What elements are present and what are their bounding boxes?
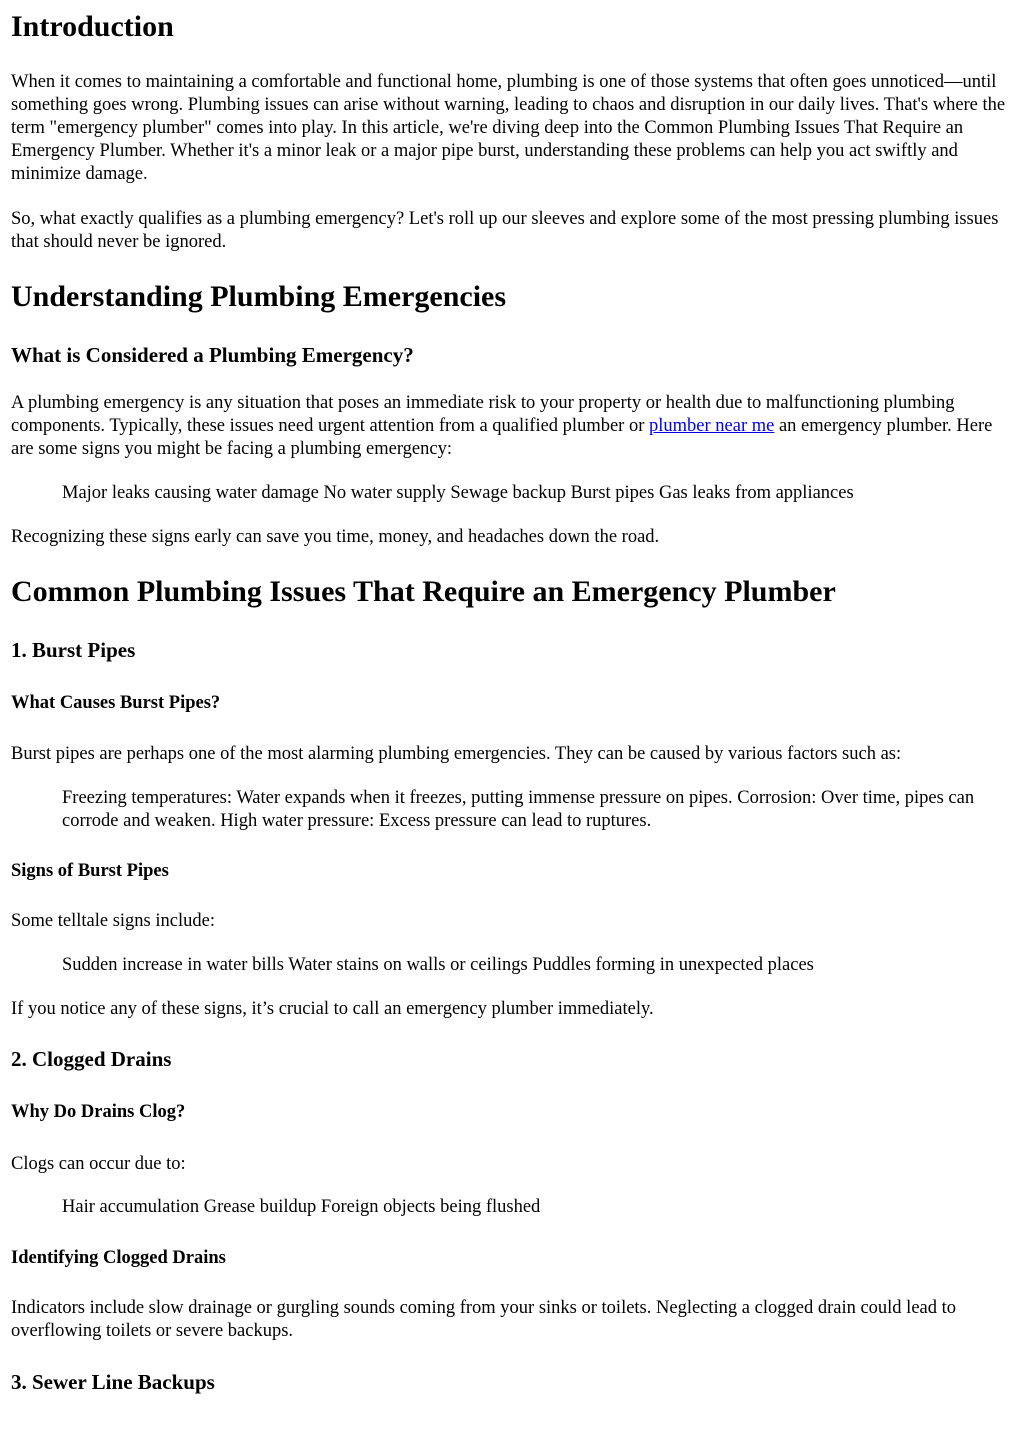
- understanding-heading: Understanding Plumbing Emergencies: [11, 280, 507, 313]
- common-issues-heading: Common Plumbing Issues That Require an Emergency Plumber: [11, 575, 836, 608]
- burst-pipes-call-plumber-paragraph: If you notice any of these signs, it’s crucial to call an emergency plumber immediately.: [11, 999, 654, 1019]
- clogged-drains-why-paragraph: Clogs can occur due to:: [11, 1154, 186, 1174]
- clogged-drains-why-heading: Why Do Drains Clog?: [11, 1102, 186, 1122]
- sewer-line-backups-heading: 3. Sewer Line Backups: [11, 1370, 215, 1394]
- recognizing-signs-paragraph: Recognizing these signs early can save you time, money, and headaches down the road.: [11, 527, 660, 547]
- clogged-drains-identify-heading: Identifying Clogged Drains: [11, 1248, 226, 1268]
- clogged-drains-heading: 2. Clogged Drains: [11, 1047, 172, 1071]
- intro-paragraph-2: So, what exactly qualifies as a plumbing emergency? Let's roll up our sleeves and explore some of the most pressing plumbing issues that should never be ignored.: [11, 209, 999, 252]
- clogged-drains-causes-list: Hair accumulation Grease buildup Foreign objects being flushed: [62, 1197, 541, 1217]
- definition-text-after-link: an emergency plumber. Here are some signs you might be facing a plumbing emergency:: [11, 416, 993, 459]
- burst-pipes-causes-list: Freezing temperatures: Water expands when it freezes, putting immense pressure on pipes. Corrosion: Over time, pipes can corrode and weaken. High water pressure: Excess pressure can lead to ruptures.: [62, 788, 975, 831]
- burst-pipes-signs-list: Sudden increase in water bills Water stains on walls or ceilings Puddles forming in unexpected places: [62, 955, 814, 975]
- plumber-near-me-link[interactable]: plumber near me: [649, 416, 775, 436]
- burst-pipes-signs-paragraph: Some telltale signs include:: [11, 911, 215, 931]
- intro-paragraph-1: When it comes to maintaining a comfortable and functional home, plumbing is one of those systems that often goes unnoticed—until something goes wrong. Plumbing issues can arise without warning, leading to chaos and disruption in our daily lives. That's where the term "emergency plumber" comes into play. In this article, we're diving deep into the Common Plumbing Issues That Require an Emergency Plumber. Whether it's a minor leak or a major pipe burst, understanding these problems can help you act swiftly and minimize damage.: [11, 72, 1006, 184]
- burst-pipes-heading: 1. Burst Pipes: [11, 638, 136, 662]
- intro-heading: Introduction: [11, 10, 174, 43]
- clogged-drains-identify-paragraph: Indicators include slow drainage or gurgling sounds coming from your sinks or toilets. Neglecting a clogged drain could lead to overflowing toilets or severe backups.: [11, 1298, 957, 1341]
- emergency-definition-heading: What is Considered a Plumbing Emergency?: [11, 343, 414, 367]
- burst-pipes-signs-heading: Signs of Burst Pipes: [11, 861, 169, 881]
- emergency-signs-list: Major leaks causing water damage No water supply Sewage backup Burst pipes Gas leaks from appliances: [62, 483, 854, 503]
- definition-text-before-link: A plumbing emergency is any situation that poses an immediate risk to your property or health due to malfunctioning plumbing components. Typically, these issues need urgent attention from a qualified plumber or: [11, 393, 955, 436]
- emergency-definition-paragraph: [11, 392, 1012, 461]
- burst-pipes-causes-heading: What Causes Burst Pipes?: [11, 693, 221, 713]
- burst-pipes-causes-paragraph: Burst pipes are perhaps one of the most alarming plumbing emergencies. They can be caused by various factors such as:: [11, 744, 902, 764]
